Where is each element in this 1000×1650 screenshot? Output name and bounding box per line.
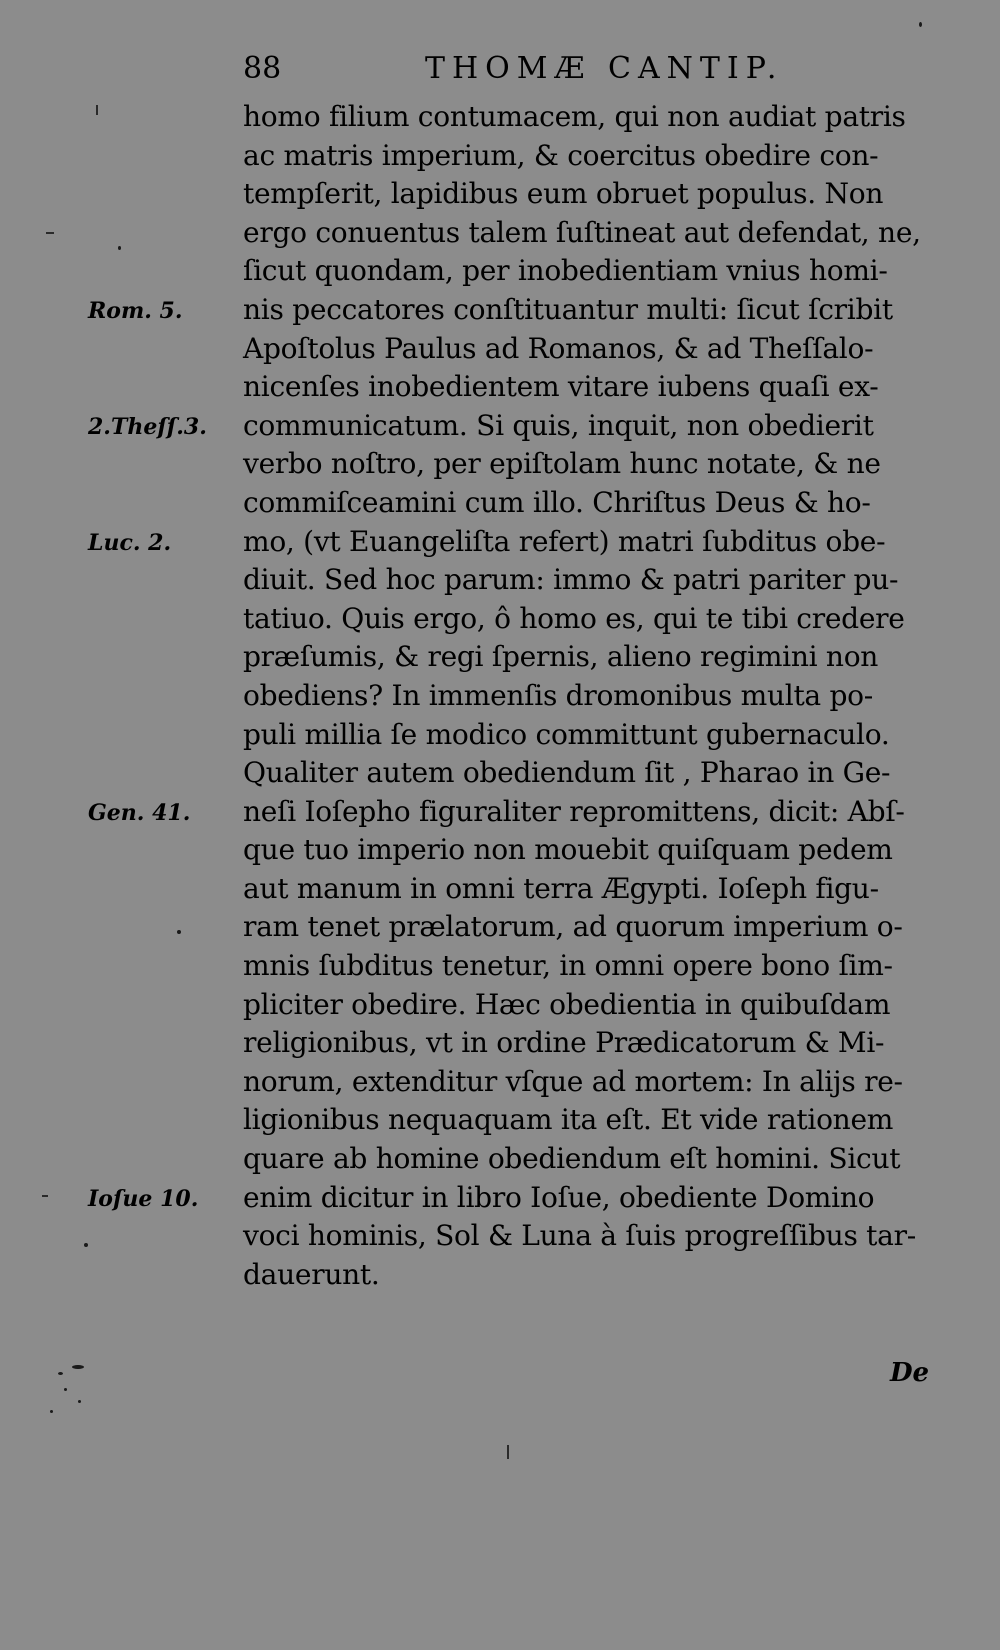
scan-speck	[84, 1243, 88, 1247]
margin-note: Gen. 41.	[88, 799, 191, 826]
scan-speck	[118, 246, 121, 250]
text-line: communicatum. Si quis, inquit, non obedierit	[243, 408, 874, 442]
scan-speck	[177, 930, 181, 934]
text-line: dauerunt.	[243, 1257, 380, 1291]
margin-note: 2.Theſſ.3.	[88, 413, 207, 440]
text-line: obediens? In immenſis dromonibus multa po-	[243, 678, 873, 712]
text-line: commiſceamini cum illo. Chriſtus Deus & ho-	[243, 485, 871, 519]
scan-speck	[58, 1372, 63, 1375]
text-line: nis peccatores conſtituantur multi: ſicut ſcribit	[243, 292, 893, 326]
margin-note: Luc. 2.	[88, 529, 172, 556]
page-number: 88	[243, 51, 282, 86]
text-line: quare ab homine obediendum eſt homini. Sicut	[243, 1142, 901, 1176]
text-line: homo filium contumacem, qui non audiat patris	[243, 100, 906, 133]
text-line: mnis ſubditus tenetur, in omni opere bono ſim-	[243, 949, 893, 983]
scan-speck	[78, 1400, 81, 1403]
scan-speck	[72, 1365, 84, 1369]
text-line: diuit. Sed hoc parum: immo & patri pariter pu-	[243, 563, 899, 597]
text-line: verbo noſtro, per epiſtolam hunc notate, & ne	[243, 447, 881, 481]
text-line: que tuo imperio non mouebit quiſquam pedem	[243, 833, 893, 867]
margin-note: Rom. 5.	[88, 298, 183, 324]
text-line: mo, (vt Euangeliſta refert) matri ſubditus obe-	[243, 524, 886, 558]
text-line: tatiuo. Quis ergo, ô homo es, qui te tibi credere	[243, 601, 905, 635]
text-line: enim dicitur in libro Ioſue, obediente Domino	[243, 1180, 875, 1214]
margin-note: Ioſue 10.	[88, 1185, 199, 1212]
text-line: norum, extenditur vſque ad mortem: In alijs re-	[243, 1064, 903, 1098]
text-line: voci hominis, Sol & Luna à ſuis progreſſibus tar-	[243, 1219, 916, 1253]
text-line: ram tenet prælatorum, ad quorum imperium o-	[243, 910, 903, 944]
text-line: pliciter obedire. Hæc obedientia in quibuſdam	[243, 987, 891, 1021]
text-line: ergo conuentus talem ſuſtineat aut defendat, ne,	[243, 215, 921, 249]
scan-speck	[919, 22, 922, 27]
text-line: Apoſtolus Paulus ad Romanos, & ad Theſſalo-	[243, 331, 874, 365]
text-line: religionibus, vt in ordine Prædicatorum & Mi-	[243, 1026, 885, 1060]
text-line: ac matris imperium, & coercitus obedire con-	[243, 138, 879, 172]
scan-speck	[64, 1388, 67, 1391]
page-header	[243, 48, 883, 90]
scan-mark	[507, 1445, 509, 1459]
text-line: præſumis, & regi ſpernis, alieno regimini non	[243, 640, 879, 674]
scan-mark	[46, 232, 54, 234]
text-line: ſicut quondam, per inobedientiam vnius homi-	[243, 254, 888, 288]
scan-mark	[96, 105, 98, 115]
catchword: De	[890, 1358, 930, 1388]
text-line: neſi Ioſepho figuraliter repromittens, dicit: Abſ-	[243, 794, 905, 828]
text-line: Qualiter autem obediendum ſit , Pharao in Ge-	[243, 756, 891, 790]
scan-speck	[50, 1410, 53, 1413]
text-line: nicenſes inobedientem vitare iubens quaſi ex-	[243, 370, 879, 404]
text-line: aut manum in omni terra Ægypti. Ioſeph figu-	[243, 871, 879, 905]
body-text	[243, 98, 933, 1294]
text-line: puli millia ſe modico committunt gubernaculo.	[243, 717, 890, 751]
text-line: ligionibus nequaquam ita eſt. Et vide rationem	[243, 1103, 894, 1137]
scan-mark	[42, 1195, 48, 1197]
text-line: tempſerit, lapidibus eum obruet populus. Non	[243, 177, 884, 211]
running-head: THOMÆ CANTIP.	[425, 51, 784, 86]
